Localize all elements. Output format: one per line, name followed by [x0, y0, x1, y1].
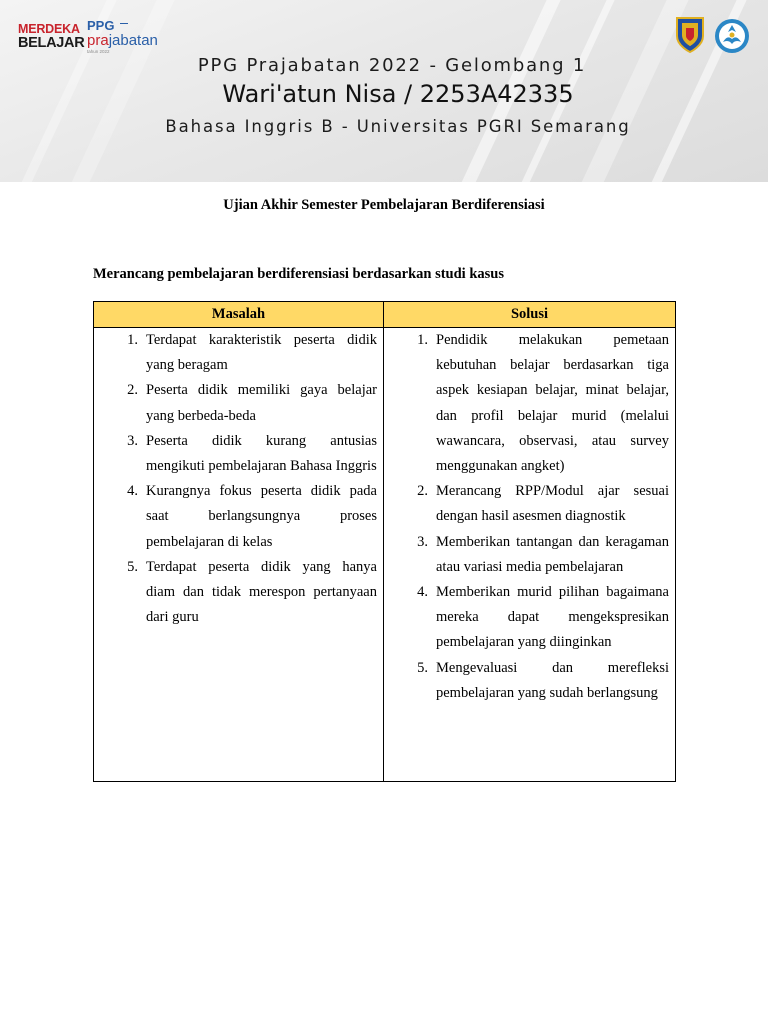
masalah-item-text: Terdapat peserta didik yang hanya diam dan tidak merespon pertanyaan dari guru [146, 558, 377, 626]
column-header-masalah: Masalah [94, 302, 384, 328]
list-number: 4. [417, 584, 428, 601]
ppg-prajabatan-logo [87, 19, 158, 55]
list-number: 3. [127, 432, 138, 449]
list-number: 5. [127, 558, 138, 575]
list-item [94, 555, 377, 631]
list-item [384, 328, 669, 479]
merdeka-logo-text-bottom: BELAJAR [18, 35, 85, 51]
list-number: 2. [127, 382, 138, 399]
prajabatan-logo-text-a: pra [87, 32, 109, 49]
masalah-item-text: Kurangnya fokus peserta didik pada saat berlangsungnya proses pembelajaran di kelas [146, 483, 377, 550]
prajabatan-logo-text [87, 33, 158, 49]
ppg-logo-year: tahun 2022 [87, 49, 110, 54]
solusi-cell [384, 328, 676, 782]
merdeka-logo-text-top: MERDEKA [18, 22, 80, 36]
case-study-table [93, 301, 676, 782]
masalah-list [94, 328, 377, 630]
solusi-list [384, 328, 669, 706]
list-number: 4. [127, 483, 138, 500]
student-name-id: Wari'atun Nisa / 2253A42335 [222, 80, 574, 108]
merdeka-belajar-logo [18, 22, 85, 51]
masalah-cell [94, 328, 384, 782]
solusi-item-text: Pendidik melakukan pemetaan kebutuhan belajar berdasarkan tiga aspek kesiapan belajar, minat belajar, dan profil belajar murid (melalui wawancara, observasi, atau survey menggunakan angket) [436, 332, 669, 475]
program-title: PPG Prajabatan 2022 - Gelombang 1 [197, 55, 587, 76]
list-item [94, 378, 377, 428]
university-shield-emblem-icon [675, 16, 705, 54]
solusi-item-text: Mengevaluasi dan merefleksi pembelajaran yang sudah berlangsung [436, 659, 669, 701]
list-number: 1. [127, 332, 138, 348]
list-item [384, 530, 669, 580]
list-number: 3. [417, 533, 428, 550]
list-item [384, 656, 669, 706]
masalah-item-text: Peserta didik memiliki gaya belajar yang berbeda-beda [146, 382, 377, 424]
masalah-item-text: Terdapat karakteristik peserta didik yang beragam [146, 332, 377, 374]
class-university: Bahasa Inggris B - Universitas PGRI Semarang [165, 117, 631, 136]
table-row [94, 328, 676, 782]
list-number: 1. [417, 332, 428, 348]
header-banner [0, 0, 768, 182]
list-item [384, 580, 669, 656]
ppg-logo-text: PPG [87, 18, 115, 33]
list-item [384, 479, 669, 529]
table-header-row [94, 302, 676, 328]
solusi-item-text: Merancang RPP/Modul ajar sesuai dengan hasil asesmen diagnostik [436, 483, 669, 525]
list-item [94, 479, 377, 555]
list-item [94, 429, 377, 479]
document-title: Ujian Akhir Semester Pembelajaran Berdiferensiasi [223, 197, 545, 213]
masalah-item-text: Peserta didik kurang antusias mengikuti pembelajaran Bahasa Inggris [146, 432, 377, 475]
list-number: 2. [417, 483, 428, 500]
column-header-solusi: Solusi [384, 302, 676, 328]
list-number: 5. [417, 659, 428, 676]
kemdikbud-tut-wuri-emblem-icon [714, 18, 750, 54]
solusi-item-text: Memberikan tantangan dan keragaman atau variasi media pembelajaran [436, 533, 669, 575]
prajabatan-logo-text-b: jabatan [108, 32, 158, 49]
list-item [94, 328, 377, 378]
ppg-logo-dash [120, 23, 128, 24]
section-title: Merancang pembelajaran berdiferensiasi berdasarkan studi kasus [93, 266, 504, 282]
solusi-item-text: Memberikan murid pilihan bagaimana mereka dapat mengekspresikan pembelajaran yang diinginkan [436, 584, 669, 651]
